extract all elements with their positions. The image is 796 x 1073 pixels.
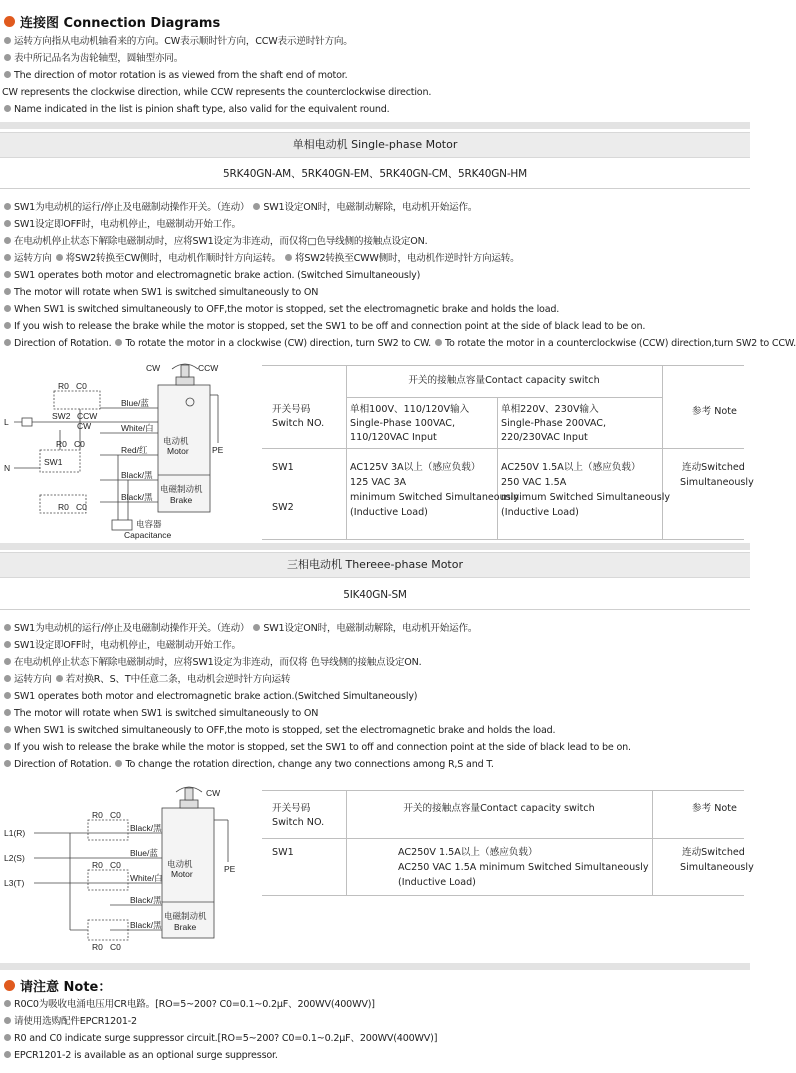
capacitor-label: Capacitance (124, 530, 172, 540)
lead-label: Black/黑 (130, 920, 162, 930)
list-item: R0C0为吸收电涌电压用CR电路。[RO=5~200? C0=0.1~0.2μF、200WV(400WV)] (4, 998, 375, 1012)
bullet-icon (4, 624, 11, 631)
bullet-icon (4, 658, 11, 665)
list-item: 运转方向 若对换R、S、T中任意二条，电动机会逆时针方向运转 (4, 673, 290, 687)
list-item: SW1为电动机的运行/停止及电磁制动操作开关。（连动） SW1设定ON时，电磁制动解除，电动机开始运作。 (4, 622, 477, 636)
divider (0, 609, 750, 610)
section-title-note: 请注意 Note： (4, 976, 111, 995)
table-header: 110/120VAC Input (350, 432, 437, 443)
lead-label: White/白 (130, 873, 163, 883)
lead-label: White/白 (121, 423, 154, 433)
diagram-label: C0 (76, 381, 87, 391)
three-phase-contact-table (262, 790, 754, 900)
motor-label: 电动机 (167, 859, 193, 869)
diagram-label: R0 (56, 439, 67, 449)
list-item: 运转方向 将SW2转换至CW侧时，电动机作顺时针方向运转。 将SW2转换至CWW侧时，电动机作逆时针方向运转。 (4, 252, 520, 266)
bullet-icon (4, 203, 11, 210)
lead-label: Black/黑 (130, 823, 162, 833)
rotation-label: CCW (198, 363, 219, 373)
bullet-icon (435, 339, 442, 346)
bullet-icon (4, 71, 11, 78)
lead-label: Blue/蓝 (121, 398, 149, 408)
table-header: 开关号码 (272, 404, 311, 415)
table-cell: (Inductive Load) (350, 507, 428, 518)
bullet-icon (285, 254, 292, 261)
bullet-icon (4, 641, 11, 648)
diagram-label: C0 (76, 502, 87, 512)
table-cell: SW1 (272, 847, 294, 858)
list-item: The direction of motor rotation is as viewed from the shaft end of motor. (4, 69, 348, 83)
bullet-icon (4, 54, 11, 61)
lead-label: Black/黑 (121, 470, 153, 480)
list-item: When SW1 is switched simultaneously to OFF,the moto is stopped, set the electromagnetic brake and holds the load. (4, 724, 555, 738)
diagram-label: N (4, 463, 11, 473)
table-header: 单相100V、110/120V输入 (350, 404, 470, 415)
list-item: EPCR1201-2 is available as an optional surge suppressor. (4, 1049, 278, 1063)
bullet-icon (115, 760, 122, 767)
bullet-icon (4, 105, 11, 112)
table-cell: minimum Switched Simultaneously (350, 492, 520, 503)
lead-label: Blue/蓝 (130, 848, 158, 858)
diagram-label: CW (77, 421, 92, 431)
table-cell: AC250V 1.5A以上（感应负载） (501, 462, 641, 473)
bullet-icon (4, 1051, 11, 1058)
diagram-label: R0 (58, 502, 69, 512)
lead-label: Black/黑 (130, 895, 162, 905)
table-cell: 连动Switched (682, 847, 745, 858)
table-header: 参考 Note (692, 803, 737, 814)
table-cell: 250 VAC 1.5A (501, 477, 567, 488)
table-cell: AC250V 1.5A以上（感应负载） (398, 847, 538, 858)
brake-label: Brake (170, 495, 193, 505)
diagram-label: CCW (77, 411, 98, 421)
rotation-label: CW (206, 788, 221, 798)
table-cell: 连动Switched (682, 462, 745, 473)
three-phase-wiring-diagram (0, 780, 270, 960)
list-item: Name indicated in the list is pinion shaft type, also valid for the equivalent round. (4, 103, 389, 117)
bullet-icon (4, 37, 11, 44)
divider (0, 543, 750, 550)
list-item: 在电动机停止状态下解除电磁制动时，应将SW1设定为非连动，而仅将□色导线侧的接触点设定ON. (4, 235, 427, 249)
bullet-icon (4, 1000, 11, 1007)
single-phase-header: 单相电动机 Single-phase Motor (0, 132, 750, 158)
bullet-icon (4, 760, 11, 767)
bullet-icon (4, 675, 11, 682)
diagram-label: C0 (74, 439, 85, 449)
table-cell: (Inductive Load) (501, 507, 579, 518)
diagram-label: L3(T) (4, 878, 25, 888)
motor-label: Motor (171, 869, 193, 879)
bullet-icon (4, 743, 11, 750)
list-item: 请使用选购配件EPCR1201-2 (4, 1015, 137, 1029)
diagram-label: C0 (110, 810, 121, 820)
diagram-label: SW2 (52, 411, 71, 421)
list-item: If you wish to release the brake while the motor is stopped, set the SW1 to off and connection point at the side of black lead to be on. (4, 741, 631, 755)
diagram-label: R0 (58, 381, 69, 391)
table-header: 单相220V、230V输入 (501, 404, 599, 415)
diagram-label: R0 (92, 942, 103, 952)
diagram-label: L (4, 417, 9, 427)
bullet-icon (56, 675, 63, 682)
table-header: Switch NO. (272, 817, 325, 828)
table-cell: Simultaneously (680, 862, 754, 873)
three-phase-header: 三相电动机 Thereee-phase Motor (0, 552, 750, 578)
table-cell: (Inductive Load) (398, 877, 476, 888)
section-title-connection: 连接图 Connection Diagrams (4, 12, 220, 31)
list-item: SW1设定即OFF时，电动机停止，电磁制动开始工作。 (4, 218, 241, 232)
bullet-icon (4, 220, 11, 227)
list-item: R0 and C0 indicate surge suppressor circuit.[RO=5~200? C0=0.1~0.2μF、200WV(400WV)] (4, 1032, 437, 1046)
bullet-icon (4, 1017, 11, 1024)
bullet-icon (4, 692, 11, 699)
bullet-icon (4, 726, 11, 733)
table-header: Single-Phase 100VAC, (350, 418, 456, 429)
three-phase-models: 5IK40GN-SM (343, 589, 407, 601)
bullet-icon (4, 709, 11, 716)
list-item: Direction of Rotation. To change the rotation direction, change any two connections among R,S and T. (4, 758, 494, 772)
table-cell: AC125V 3A以上（感应负载） (350, 462, 481, 473)
list-item: SW1 operates both motor and electromagnetic brake action.(Switched Simultaneously) (4, 690, 417, 704)
list-item: Direction of Rotation. To rotate the motor in a clockwise (CW) direction, turn SW2 to CW. To rotate the motor in a counterclockwise (CCW) direction,turn SW2 to CCW. (4, 337, 796, 351)
bullet-icon (4, 1034, 11, 1041)
table-cell: AC250 VAC 1.5A minimum Switched Simultaneously (398, 862, 649, 873)
list-item: 表中所记品名为齿轮轴型，圆轴型亦同。 (4, 52, 183, 66)
list-item: CW represents the clockwise direction, while CCW represents the counterclockwise direction. (2, 87, 432, 98)
list-item: The motor will rotate when SW1 is switched simultaneously to ON (4, 286, 318, 300)
diagram-label: L2(S) (4, 853, 25, 863)
diagram-label: R0 (92, 860, 103, 870)
orange-bullet-icon (4, 16, 15, 27)
table-header: 开关的接触点容量Contact capacity switch (403, 803, 595, 814)
list-item: When SW1 is switched simultaneously to OFF,the motor is stopped, set the electromagnetic brake and holds the load. (4, 303, 559, 317)
bullet-icon (253, 203, 260, 210)
motor-label: 电动机 (163, 436, 189, 446)
bullet-icon (4, 254, 11, 261)
list-item: The motor will rotate when SW1 is switched simultaneously to ON (4, 707, 318, 721)
table-header: Single-Phase 200VAC, (501, 418, 607, 429)
list-item: SW1为电动机的运行/停止及电磁制动操作开关。（连动） SW1设定ON时，电磁制动解除，电动机开始运作。 (4, 201, 477, 215)
table-cell: SW2 (272, 502, 294, 513)
capacitor-label: 电容器 (136, 519, 162, 529)
diagram-label: C0 (110, 942, 121, 952)
list-item: SW1设定即OFF时，电动机停止，电磁制动开始工作。 (4, 639, 241, 653)
diagram-label: C0 (110, 860, 121, 870)
table-cell: Simultaneously (680, 477, 754, 488)
lead-label: Red/红 (121, 445, 148, 455)
list-item: 运转方向指从电动机轴看来的方向。CW表示顺时针方向，CCW表示逆时针方向。 (4, 35, 353, 49)
single-phase-contact-table (262, 365, 754, 540)
brake-label: 电磁制动机 (160, 484, 203, 494)
table-header: 参考 Note (692, 406, 737, 417)
table-header: Switch NO. (272, 418, 325, 429)
diagram-label: L1(R) (4, 828, 26, 838)
pe-label: PE (224, 864, 236, 874)
orange-bullet-icon (4, 980, 15, 991)
divider (0, 188, 750, 189)
table-cell: 125 VAC 3A (350, 477, 407, 488)
list-item: If you wish to release the brake while the motor is stopped, set the SW1 to be off and connection point at the side of black lead to be on. (4, 320, 645, 334)
bullet-icon (4, 305, 11, 312)
list-item: SW1 operates both motor and electromagnetic brake action. (Switched Simultaneously) (4, 269, 420, 283)
bullet-icon (4, 288, 11, 295)
table-header: 220/230VAC Input (501, 432, 588, 443)
bullet-icon (4, 339, 11, 346)
lead-label: Black/黑 (121, 492, 153, 502)
table-cell: minimum Switched Simultaneously (501, 492, 671, 503)
diagram-label: R0 (92, 810, 103, 820)
single-phase-models: 5RK40GN-AM、5RK40GN-EM、5RK40GN-CM、5RK40GN-HM (223, 168, 527, 180)
table-cell: SW1 (272, 462, 294, 473)
divider (0, 122, 750, 129)
brake-label: 电磁制动机 (164, 911, 207, 921)
bullet-icon (253, 624, 260, 631)
divider (0, 963, 750, 970)
motor-label: Motor (167, 446, 189, 456)
table-header: 开关号码 (272, 803, 311, 814)
bullet-icon (56, 254, 63, 261)
diagram-label: SW1 (44, 457, 63, 467)
bullet-icon (115, 339, 122, 346)
single-phase-wiring-diagram (0, 355, 270, 545)
brake-label: Brake (174, 922, 197, 932)
table-header: 开关的接触点容量Contact capacity switch (408, 375, 600, 386)
pe-label: PE (212, 445, 224, 455)
bullet-icon (4, 271, 11, 278)
rotation-label: CW (146, 363, 161, 373)
bullet-icon (4, 237, 11, 244)
bullet-icon (4, 322, 11, 329)
list-item: 在电动机停止状态下解除电磁制动时，应将SW1设定为非连动，而仅将 色导线侧的接触点设定ON. (4, 656, 421, 670)
